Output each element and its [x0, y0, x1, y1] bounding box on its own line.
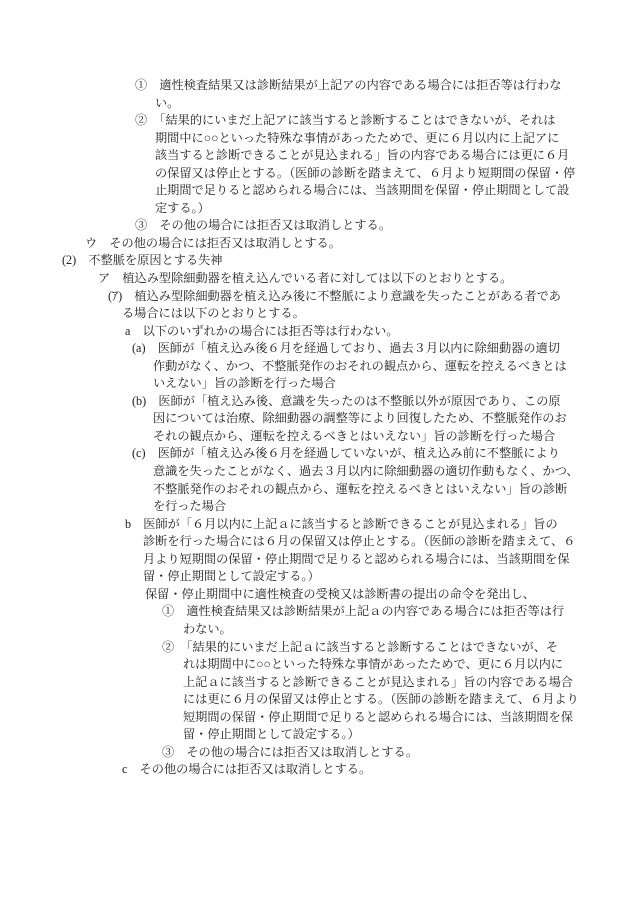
text-line: いえない」旨の診断を行った場合 [153, 376, 336, 391]
text-line: 短期間の保留・停止期間で足りると認められる場合には、当該期間を保 [183, 709, 573, 724]
text-line: 診断を行った場合には６月の保留又は停止とする。（医師の診断を踏まえて、６ [143, 534, 576, 549]
text-line: の保留又は停止とする。（医師の診断を踏まえて、６月より短期間の保留・停 [155, 165, 576, 180]
text-line: には更に６月の保留又は停止とする。（医師の診断を踏まえて、６月より [183, 692, 579, 707]
text-line: 定する。） [155, 200, 210, 215]
text-line: ウ その他の場合には拒否又は取消しとする。 [85, 235, 341, 250]
text-line: ② 「結果的にいまだ上記アに該当すると診断することはできないが、それは [135, 113, 556, 128]
text-line: ③ その他の場合には拒否又は取消しとする。 [162, 744, 418, 759]
text-line: (b) 医師が「植え込み後、意識を失ったのは不整脈以外が原因であり、この原 [132, 393, 561, 408]
text-line: c その他の場合には拒否又は取消しとする。 [122, 762, 372, 777]
text-line: b 医師が「６月以内に上記ａに該当すると診断できることが見込まれる」旨の [125, 516, 558, 531]
text-line: 不整脈発作のおそれの観点から、運転を控えるべきとはいえない」旨の診断 [153, 481, 568, 496]
text-line: れは期間中に○○といった特殊な事情があったためで、更に６月以内に [183, 657, 563, 672]
text-line: それの観点から、運転を控えるべきとはいえない」旨の診断を行った場合 [153, 428, 556, 443]
text-line: 留・停止期間として設定する。） [143, 569, 320, 584]
text-line: (a) 医師が「植え込み後６月を経過しており、過去３月以内に除細動器の適切 [132, 341, 560, 356]
text-line: を行った場合 [153, 499, 227, 514]
text-line: 作動がなく、かつ、不整脈発作のおそれの観点から、運転を控えるべきとは [153, 358, 567, 373]
text-line: ① 適性検査結果又は診断結果が上記ａの内容である場合には拒否等は行 [162, 604, 565, 619]
text-line: 保留・停止期間中に適性検査の受検又は診断書の提出の命令を発出し、 [145, 586, 535, 601]
text-line: 該当すると診断できることが見込まれる」旨の内容である場合には更に６月 [155, 148, 570, 163]
text-line: 留・停止期間として設定する。） [183, 727, 360, 742]
text-line: (2) 不整脈を原因とする失神 [62, 253, 223, 268]
text-line: ① 適性検査結果又は診断結果が上記アの内容である場合には拒否等は行わな [135, 78, 562, 92]
text-line: い。 [155, 95, 180, 110]
text-line: ② 「結果的にいまだ上記ａに該当すると診断することはできないが、そ [162, 639, 559, 654]
text-line: 期間中に○○といった特殊な事情があったためで、更に６月以内に上記アに [155, 130, 560, 145]
text-line: わない。 [183, 621, 232, 636]
text-line: る場合には以下のとおりとする。 [122, 306, 305, 321]
text-line: 因については治療、除細動器の調整等により回復したため、不整脈発作のお [153, 411, 567, 426]
text-line: 意識を失ったことがなく、過去３月以内に除細動器の適切作動もなく、かつ、 [153, 464, 579, 479]
text-line: 月より短期間の保留・停止期間で足りると認められる場合には、当該期間を保 [143, 551, 570, 566]
text-line: a 以下のいずれかの場合には拒否等は行わない。 [125, 323, 399, 338]
text-line: (c) 医師が「植え込み後６月を経過していないが、植え込み前に不整脈により [132, 446, 560, 461]
text-line: 上記ａに該当すると診断できることが見込まれる」旨の内容である場合 [183, 674, 573, 689]
text-line: ア 植込み型除細動器を植え込んでいる者に対しては以下のとおりとする。 [98, 271, 513, 286]
text-line: (ｱ) 植込み型除細動器を植え込み後に不整脈により意識を失ったことがある者であ [108, 288, 561, 303]
text-line: ③ その他の場合には拒否又は取消しとする。 [135, 218, 391, 233]
text-line: 止期間で足りると認められる場合には、当該期間を保留・停止期間として設 [155, 183, 570, 198]
